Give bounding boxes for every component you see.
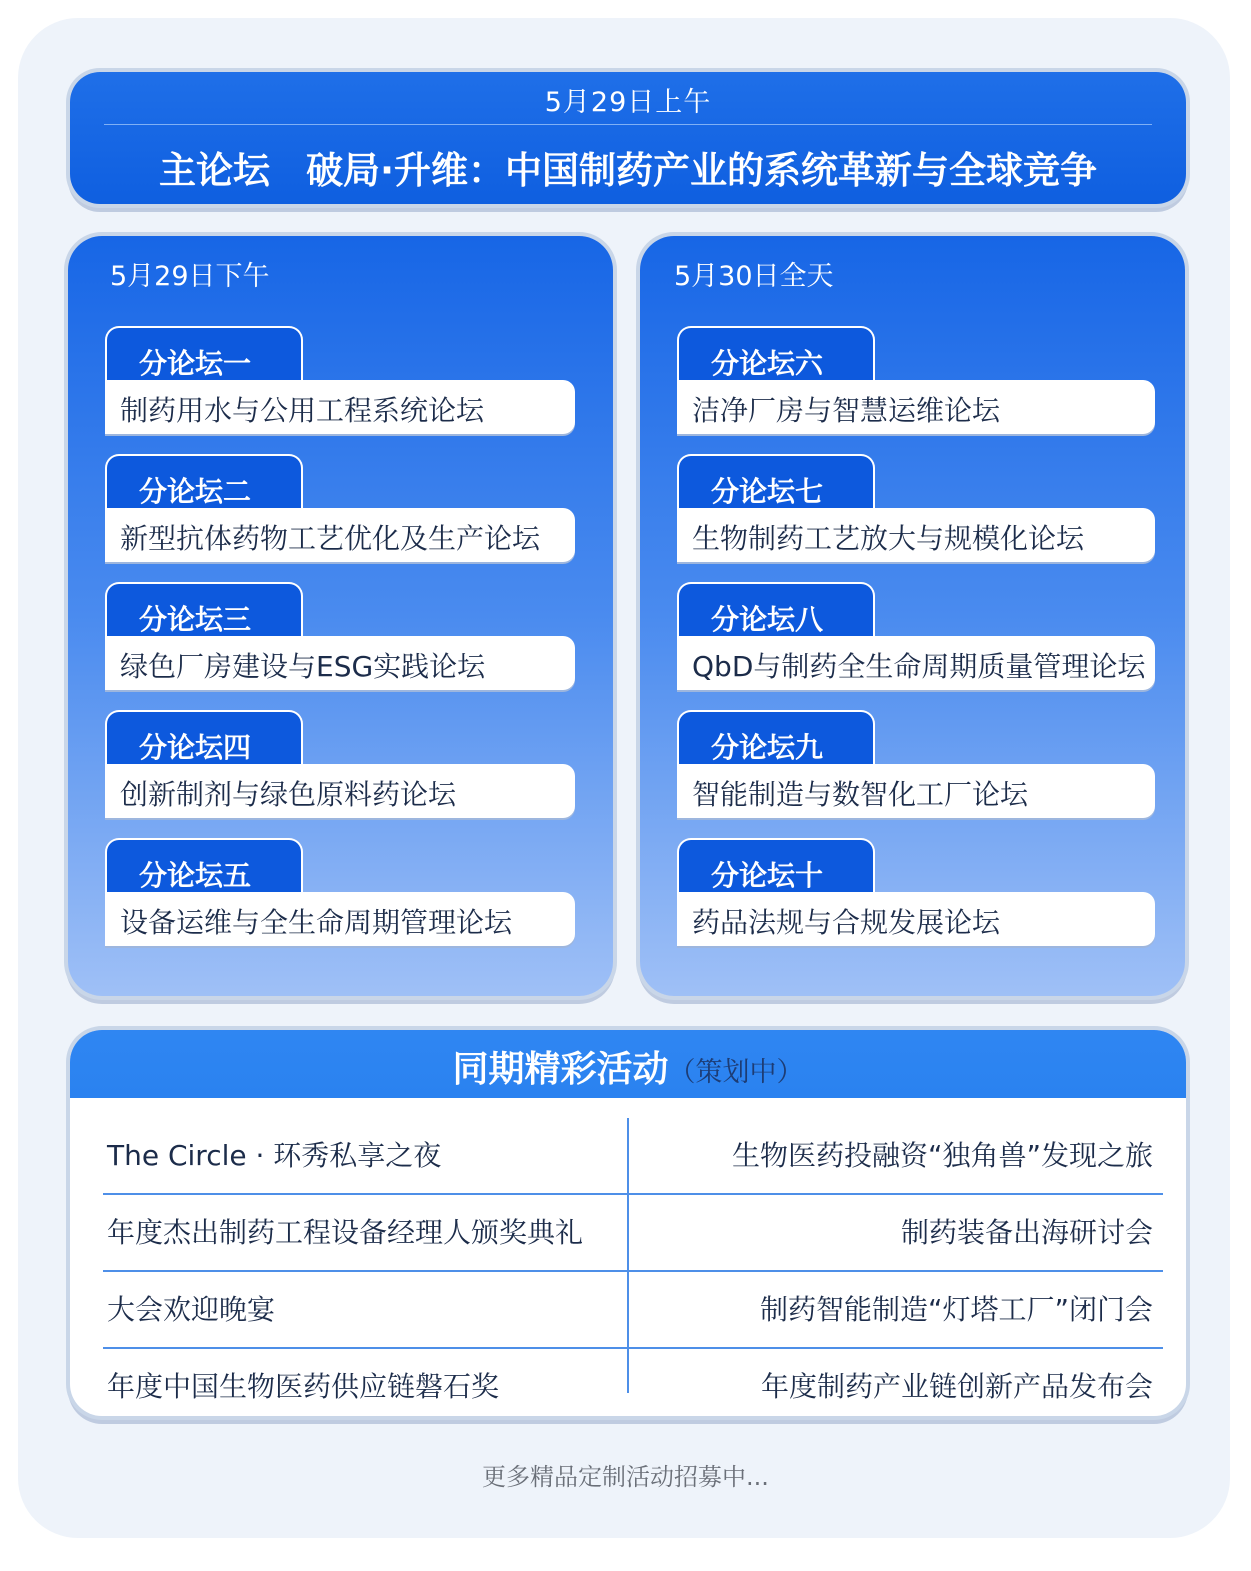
forum-tag-label: 分论坛二 <box>139 475 252 508</box>
forum-card[interactable] <box>105 710 575 818</box>
forum-tag-label: 分论坛一 <box>139 347 252 380</box>
forum-card[interactable] <box>105 838 575 946</box>
forum-card[interactable] <box>677 326 1147 434</box>
forum-name-box <box>677 508 1155 562</box>
forum-name: 智能制造与数智化工厂论坛 <box>692 778 1029 811</box>
panel-date: 5月30日全天 <box>674 261 834 292</box>
forum-tag-label: 分论坛六 <box>711 347 824 380</box>
forum-name: 制药用水与公用工程系统论坛 <box>120 394 485 427</box>
forum-tag <box>105 582 303 644</box>
forum-card[interactable] <box>105 326 575 434</box>
forum-name-box <box>105 636 575 690</box>
forum-name: 洁净厂房与智慧运维论坛 <box>692 394 1001 427</box>
forum-tag <box>105 838 303 900</box>
forum-tag <box>105 454 303 516</box>
forum-name: QbD与制药全生命周期质量管理论坛 <box>692 650 1146 683</box>
activity-right: 制药装备出海研讨会 <box>900 1216 1153 1249</box>
activity-row <box>103 1349 1163 1416</box>
fullday-panel <box>640 236 1185 996</box>
forum-tag <box>677 454 875 516</box>
forum-name-box <box>105 380 575 434</box>
main-forum-label: 主论坛 <box>158 149 270 192</box>
activity-left: 年度中国生物医药供应链磐石奖 <box>107 1370 500 1403</box>
forum-card[interactable] <box>677 454 1147 562</box>
activities-header <box>70 1030 1186 1098</box>
forum-name-box <box>677 892 1155 946</box>
forum-name: 生物制药工艺放大与规模化论坛 <box>692 522 1085 555</box>
forum-name-box <box>105 508 575 562</box>
forum-name-box <box>105 892 575 946</box>
forum-tag <box>105 326 303 388</box>
forum-name: 新型抗体药物工艺优化及生产论坛 <box>120 522 541 555</box>
divider <box>104 124 1152 125</box>
activities-list <box>103 1118 1163 1416</box>
forum-card[interactable] <box>677 838 1147 946</box>
forum-tag-label: 分论坛七 <box>711 475 824 508</box>
panel-date: 5月29日下午 <box>110 261 270 292</box>
forum-tag-label: 分论坛三 <box>139 603 252 636</box>
activity-left: 年度杰出制药工程设备经理人颁奖典礼 <box>107 1216 584 1249</box>
afternoon-panel <box>68 236 613 996</box>
forum-name-box <box>105 764 575 818</box>
forum-tag-label: 分论坛四 <box>139 731 252 764</box>
forum-name-box <box>677 380 1155 434</box>
activities-subtitle: （策划中） <box>668 1057 804 1088</box>
forum-tag <box>677 326 875 388</box>
activity-right: 生物医药投融资“独角兽”发现之旅 <box>731 1139 1153 1172</box>
forum-tag-label: 分论坛十 <box>711 859 824 892</box>
main-forum-theme: 破局·升维：中国制药产业的系统革新与全球竞争 <box>305 149 1098 192</box>
activity-left: 大会欢迎晚宴 <box>107 1293 276 1326</box>
forum-tag-label: 分论坛九 <box>711 731 824 764</box>
forum-card[interactable] <box>105 454 575 562</box>
forum-name: 创新制剂与绿色原料药论坛 <box>120 778 457 811</box>
forum-name: 药品法规与合规发展论坛 <box>692 906 1001 939</box>
forum-name: 设备运维与全生命周期管理论坛 <box>120 906 513 939</box>
forum-tag <box>105 710 303 772</box>
activity-right: 年度制药产业链创新产品发布会 <box>760 1370 1153 1403</box>
forum-tag-label: 分论坛八 <box>711 603 824 636</box>
forum-name: 绿色厂房建设与ESG实践论坛 <box>120 650 486 683</box>
forum-card[interactable] <box>105 582 575 690</box>
activity-row <box>103 1118 1163 1195</box>
main-forum-date: 5月29日上午 <box>544 87 712 118</box>
activity-right: 制药智能制造“灯塔工厂”闭门会 <box>759 1293 1153 1326</box>
activity-left: The Circle · 环秀私享之夜 <box>107 1139 442 1172</box>
forum-name-box <box>677 764 1155 818</box>
activity-row <box>103 1195 1163 1272</box>
forum-tag <box>677 838 875 900</box>
forum-card[interactable] <box>677 710 1147 818</box>
activities-panel <box>70 1030 1186 1416</box>
activities-title: 同期精彩活动 <box>452 1049 669 1090</box>
forum-card[interactable] <box>677 582 1147 690</box>
forum-tag <box>677 582 875 644</box>
main-forum-title <box>70 140 1186 194</box>
main-forum-banner <box>70 72 1186 204</box>
footer-note: 更多精品定制活动招募中... <box>482 1463 769 1491</box>
forum-tag-label: 分论坛五 <box>139 859 252 892</box>
forum-name-box <box>677 636 1155 690</box>
activity-row <box>103 1272 1163 1349</box>
forum-tag <box>677 710 875 772</box>
